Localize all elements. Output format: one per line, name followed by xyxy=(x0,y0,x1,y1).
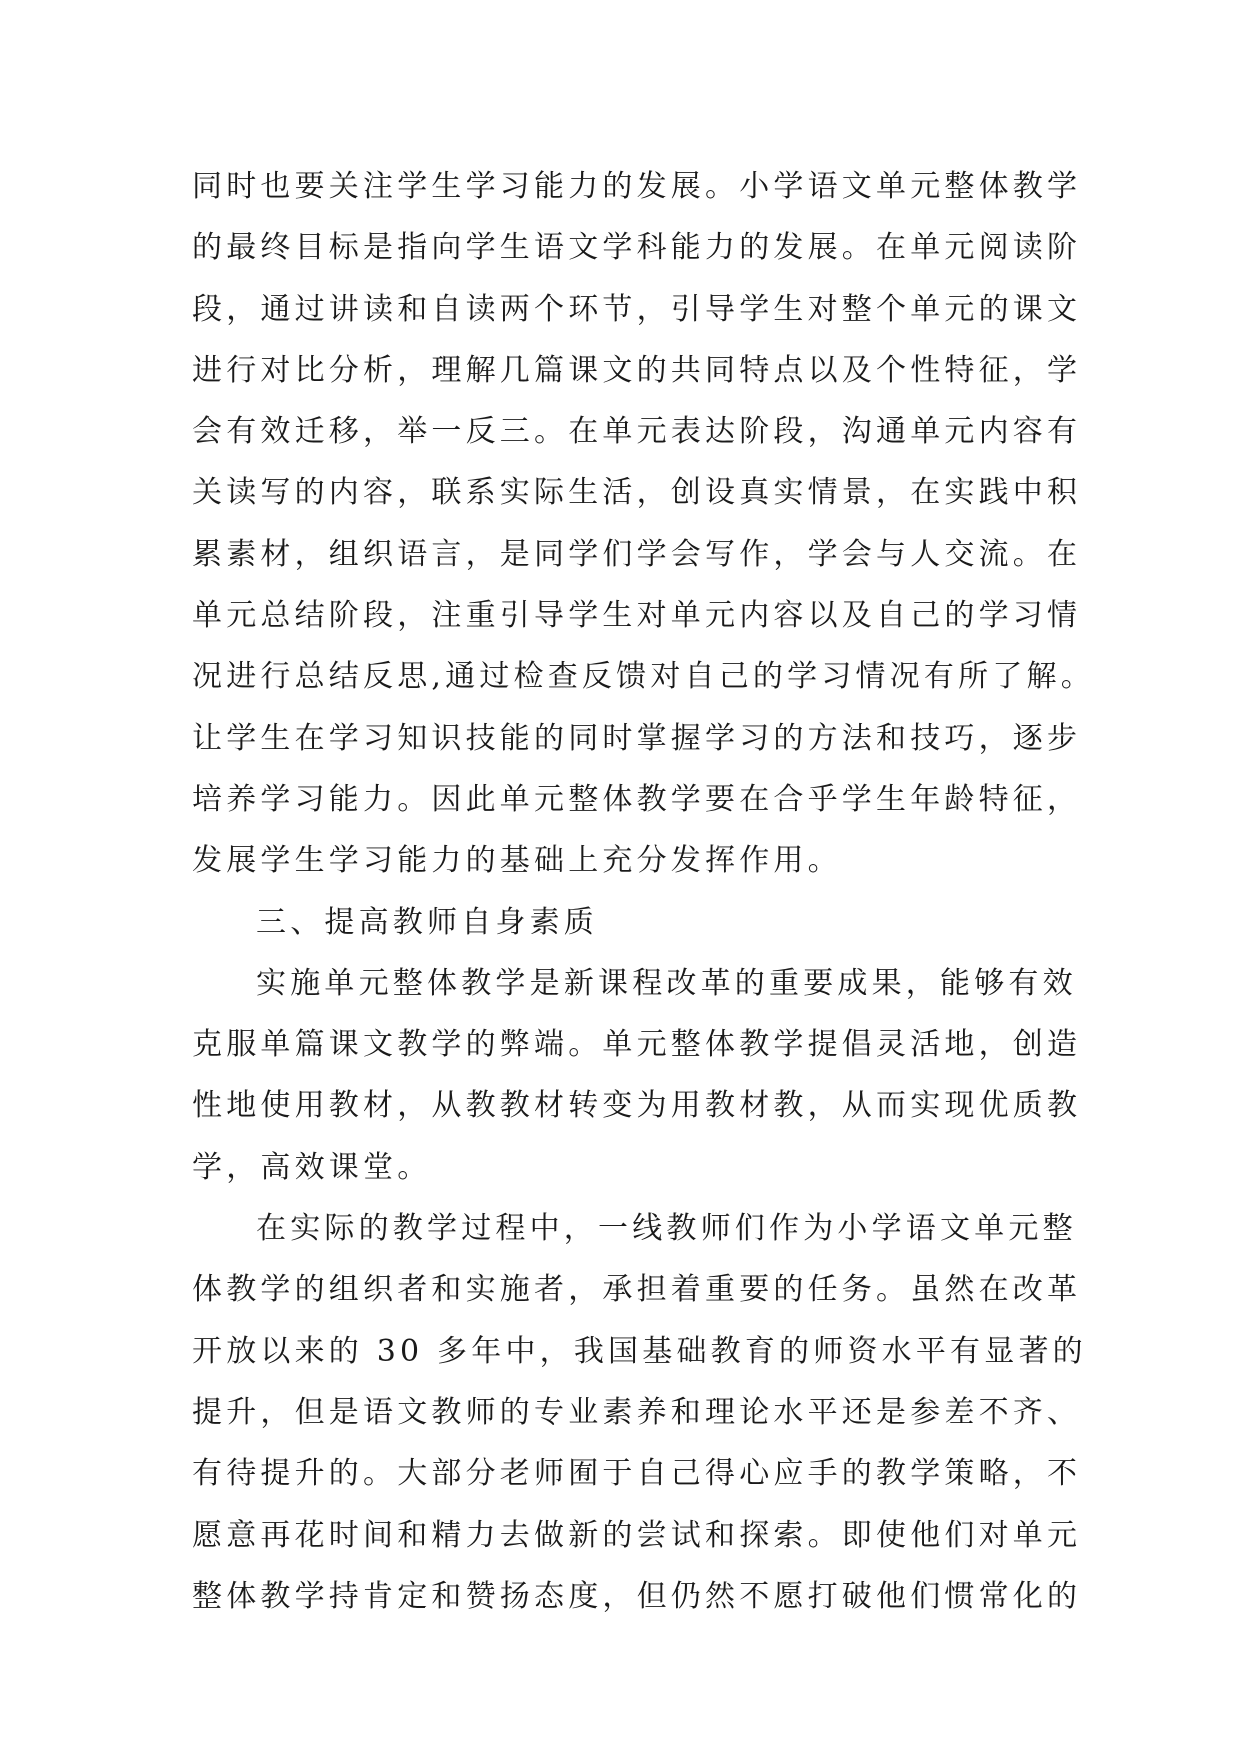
text-line: 愿意再花时间和精力去做新的尝试和探索。即使他们对单元 xyxy=(192,1517,1082,1553)
text-line: 体教学的组织者和实施者，承担着重要的任务。虽然在改革 xyxy=(192,1272,1082,1308)
text-line: 学，高效课堂。 xyxy=(192,1149,432,1185)
text-line: 的最终目标是指向学生语文学科能力的发展。在单元阅读阶 xyxy=(192,230,1082,266)
text-line: 性地使用教材，从教教材转变为用教材教，从而实现优质教 xyxy=(192,1088,1082,1124)
text-line: 有待提升的。大部分老师囿于自己得心应手的教学策略，不 xyxy=(192,1456,1082,1492)
text-line: 累素材，组织语言，是同学们学会写作，学会与人交流。在 xyxy=(192,536,1082,572)
document-body xyxy=(192,156,1095,1627)
text-line: 会有效迁移，举一反三。在单元表达阶段，沟通单元内容有 xyxy=(192,414,1082,450)
text-line: 况进行总结反思,通过检查反馈对自己的学习情况有所了解。 xyxy=(192,659,1095,695)
text-line: 克服单篇课文教学的弊端。单元整体教学提倡灵活地，创造 xyxy=(192,1027,1082,1063)
text-line: 单元总结阶段，注重引导学生对单元内容以及自己的学习情 xyxy=(192,598,1082,634)
text-line: 开放以来的 30 多年中，我国基础教育的师资水平有显著的 xyxy=(192,1333,1087,1369)
text-line: 实施单元整体教学是新课程改革的重要成果，能够有效 xyxy=(256,965,1077,1001)
text-line: 进行对比分析，理解几篇课文的共同特点以及个性特征，学 xyxy=(192,352,1082,388)
text-line: 让学生在学习知识技能的同时掌握学习的方法和技巧，逐步 xyxy=(192,720,1082,756)
text-line: 整体教学持肯定和赞扬态度，但仍然不愿打破他们惯常化的 xyxy=(192,1578,1082,1614)
text-line: 段，通过讲读和自读两个环节，引导学生对整个单元的课文 xyxy=(192,291,1082,327)
text-line: 发展学生学习能力的基础上充分发挥作用。 xyxy=(192,843,842,879)
text-line: 关读写的内容，联系实际生活，创设真实情景，在实践中积 xyxy=(192,475,1082,511)
text-line: 同时也要关注学生学习能力的发展。小学语文单元整体教学 xyxy=(192,169,1082,204)
text-line: 提升，但是语文教师的专业素养和理论水平还是参差不齐、 xyxy=(192,1394,1082,1430)
section-heading: 三、提高教师自身素质 xyxy=(256,904,598,940)
text-line: 在实际的教学过程中，一线教师们作为小学语文单元整 xyxy=(256,1211,1077,1247)
text-line: 培养学习能力。因此单元整体教学要在合乎学生年龄特征， xyxy=(192,781,1082,817)
